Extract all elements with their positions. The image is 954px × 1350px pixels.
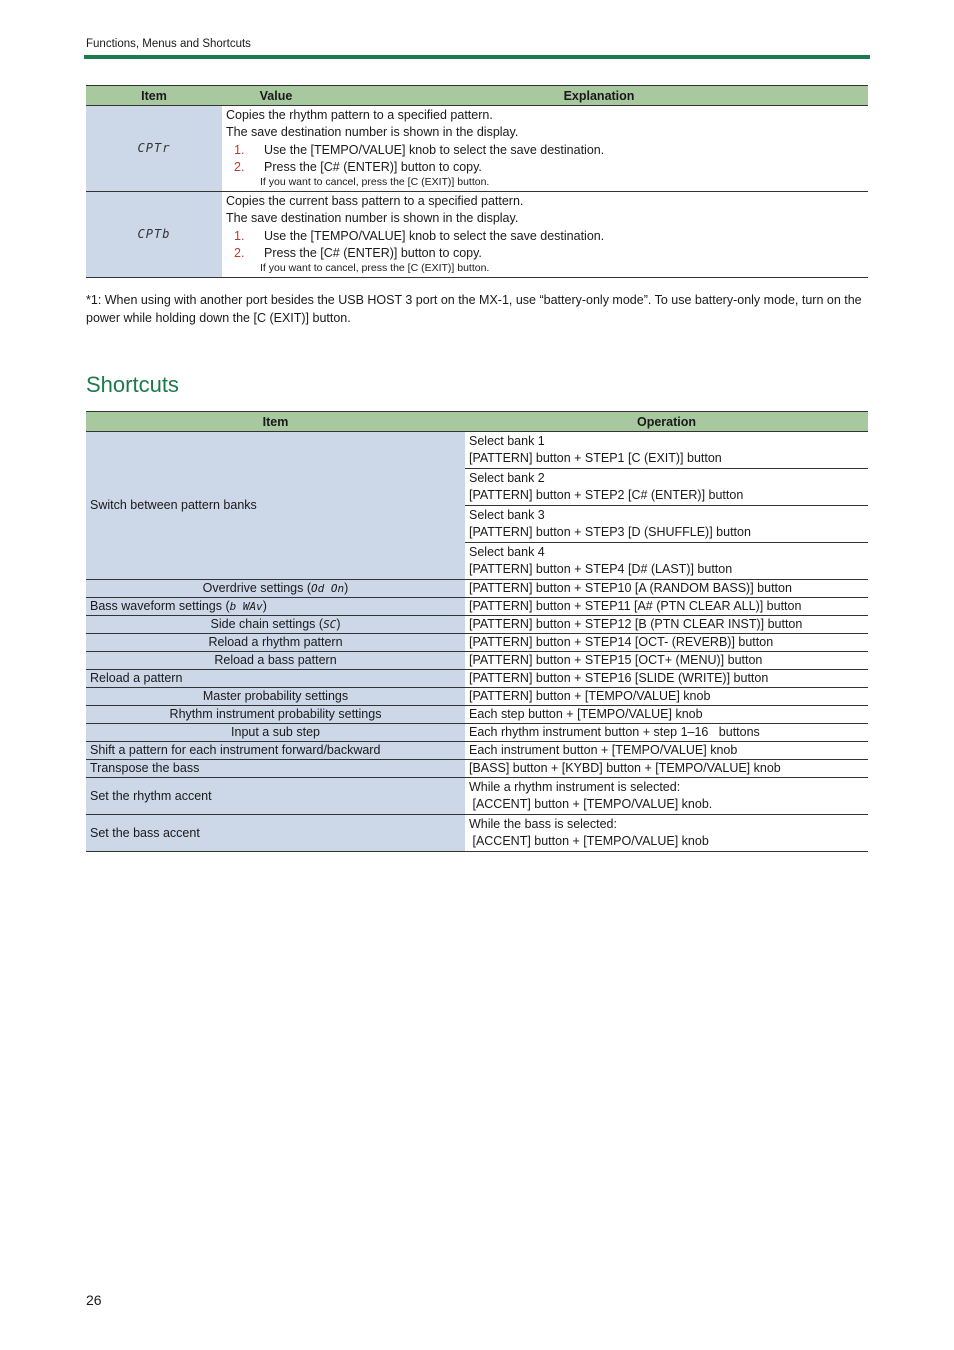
running-header: Functions, Menus and Shortcuts — [86, 38, 251, 50]
operation-cell: [PATTERN] button + STEP15 [OCT+ (MENU)] button — [465, 652, 868, 670]
item-cell — [86, 598, 465, 616]
item-cell: Reload a rhythm pattern — [86, 634, 465, 652]
col-header-item: Item — [86, 86, 222, 106]
operation-cell — [465, 469, 868, 506]
item-cell: Reload a pattern — [86, 670, 465, 688]
operation-cell — [465, 543, 868, 580]
step-number: 2. — [234, 159, 245, 174]
col-header-item: Item — [86, 412, 465, 432]
shortcuts-table — [86, 411, 868, 852]
item-text: Overdrive settings ( — [202, 581, 312, 595]
functions-header-row — [86, 86, 868, 106]
explanation-cell — [222, 106, 868, 192]
step-number: 2. — [234, 246, 245, 261]
table-row — [86, 580, 868, 598]
bank-label: Select bank 1 — [469, 434, 545, 448]
operation-cell — [465, 432, 868, 469]
item-cell: Master probability settings — [86, 688, 465, 706]
item-cell — [86, 616, 465, 634]
step-number: 1. — [234, 228, 245, 243]
operation-cell: Each step button + [TEMPO/VALUE] knob — [465, 706, 868, 724]
table-row — [86, 706, 868, 724]
item-cell: Rhythm instrument probability settings — [86, 706, 465, 724]
item-cell: Transpose the bass — [86, 760, 465, 778]
operation-cell: [PATTERN] button + STEP12 [B (PTN CLEAR INST)] button — [465, 616, 868, 634]
item-cell — [86, 580, 465, 598]
explanation-cell — [222, 192, 868, 278]
operation-cell: [PATTERN] button + STEP11 [A# (PTN CLEAR ALL)] button — [465, 598, 868, 616]
display-code: Od On — [311, 582, 345, 595]
header-rule — [84, 55, 870, 59]
bank-label: Select bank 3 — [469, 508, 545, 522]
table-row — [86, 688, 868, 706]
item-cell: Shift a pattern for each instrument forward/backward — [86, 742, 465, 760]
bank-label: Select bank 2 — [469, 471, 545, 485]
explanation-line: The save destination number is shown in the display. — [226, 211, 519, 226]
operation-cell: [PATTERN] button + STEP14 [OCT- (REVERB)] button — [465, 634, 868, 652]
bank-operation: [PATTERN] button + STEP2 [C# (ENTER)] button — [469, 488, 744, 502]
item-cell: Set the rhythm accent — [86, 778, 465, 815]
explanation-line: Copies the current bass pattern to a specified pattern. — [226, 194, 524, 209]
step-number: 1. — [234, 142, 245, 157]
table-row — [86, 652, 868, 670]
item-text: Side chain settings ( — [210, 617, 324, 631]
shortcuts-header-row — [86, 412, 868, 432]
operation-cell — [465, 778, 868, 815]
table-row — [86, 778, 868, 815]
display-code: b WAv — [229, 600, 263, 613]
item-text: Bass waveform settings ( — [90, 599, 230, 613]
operation-cell — [465, 506, 868, 543]
item-cell: Reload a bass pattern — [86, 652, 465, 670]
table-row — [86, 598, 868, 616]
step-note: If you want to cancel, press the [C (EXIT)] button. — [260, 176, 490, 189]
operation-cell: Each rhythm instrument button + step 1–16 buttons — [465, 724, 868, 742]
col-header-operation: Operation — [465, 412, 868, 432]
step-item — [226, 142, 864, 159]
table-row — [86, 192, 868, 278]
table-row — [86, 616, 868, 634]
table-row — [86, 634, 868, 652]
col-header-explanation: Explanation — [330, 86, 868, 106]
item-text-end: ) — [336, 617, 341, 631]
operation-cell: [PATTERN] button + STEP16 [SLIDE (WRITE)] button — [465, 670, 868, 688]
col-header-value: Value — [222, 86, 330, 106]
item-cell: Switch between pattern banks — [86, 432, 465, 580]
item-text-end: ) — [262, 599, 267, 613]
item-code: CPTr — [86, 106, 222, 192]
step-text: Use the [TEMPO/VALUE] knob to select the save destination. — [264, 228, 605, 243]
step-note: If you want to cancel, press the [C (EXIT)] button. — [260, 262, 490, 275]
step-item — [226, 228, 864, 245]
section-title: Shortcuts — [86, 372, 179, 397]
table-row — [86, 106, 868, 192]
operation-cell: [BASS] button + [KYBD] button + [TEMPO/VALUE] knob — [465, 760, 868, 778]
item-cell: Set the bass accent — [86, 815, 465, 852]
table-row — [86, 670, 868, 688]
table-row — [86, 724, 868, 742]
step-item — [226, 159, 864, 176]
step-text: Press the [C# (ENTER)] button to copy. — [264, 159, 482, 174]
table-row — [86, 815, 868, 852]
table-row — [86, 742, 868, 760]
item-text-end: ) — [344, 581, 349, 595]
functions-table — [86, 85, 868, 278]
step-text: Use the [TEMPO/VALUE] knob to select the save destination. — [264, 142, 605, 157]
operation-cell: [PATTERN] button + [TEMPO/VALUE] knob — [465, 688, 868, 706]
page-number: 26 — [86, 1292, 102, 1308]
operation-line: While a rhythm instrument is selected: — [469, 780, 681, 794]
step-item — [226, 245, 864, 262]
operation-cell: Each instrument button + [TEMPO/VALUE] knob — [465, 742, 868, 760]
item-code: CPTb — [86, 192, 222, 278]
table-row — [86, 760, 868, 778]
footnote: *1: When using with another port besides the USB HOST 3 port on the MX-1, use “battery-only mode”. To use battery-only mode, turn on the power while holding down the [C (EXIT)] button. — [86, 293, 862, 325]
bank-label: Select bank 4 — [469, 545, 545, 559]
explanation-line: The save destination number is shown in the display. — [226, 125, 519, 140]
bank-operation: [PATTERN] button + STEP1 [C (EXIT)] button — [469, 451, 722, 465]
step-text: Press the [C# (ENTER)] button to copy. — [264, 246, 482, 261]
operation-line: While the bass is selected: — [469, 817, 617, 831]
explanation-line: Copies the rhythm pattern to a specified pattern. — [226, 108, 493, 122]
operation-cell — [465, 815, 868, 852]
item-cell: Input a sub step — [86, 724, 465, 742]
operation-cell: [PATTERN] button + STEP10 [A (RANDOM BASS)] button — [465, 580, 868, 598]
table-row — [86, 432, 868, 469]
operation-line: [ACCENT] button + [TEMPO/VALUE] knob — [469, 834, 709, 848]
display-code: SC — [323, 618, 337, 631]
operation-line: [ACCENT] button + [TEMPO/VALUE] knob. — [469, 797, 713, 811]
bank-operation: [PATTERN] button + STEP3 [D (SHUFFLE)] button — [469, 525, 751, 539]
bank-operation: [PATTERN] button + STEP4 [D# (LAST)] button — [469, 562, 733, 576]
